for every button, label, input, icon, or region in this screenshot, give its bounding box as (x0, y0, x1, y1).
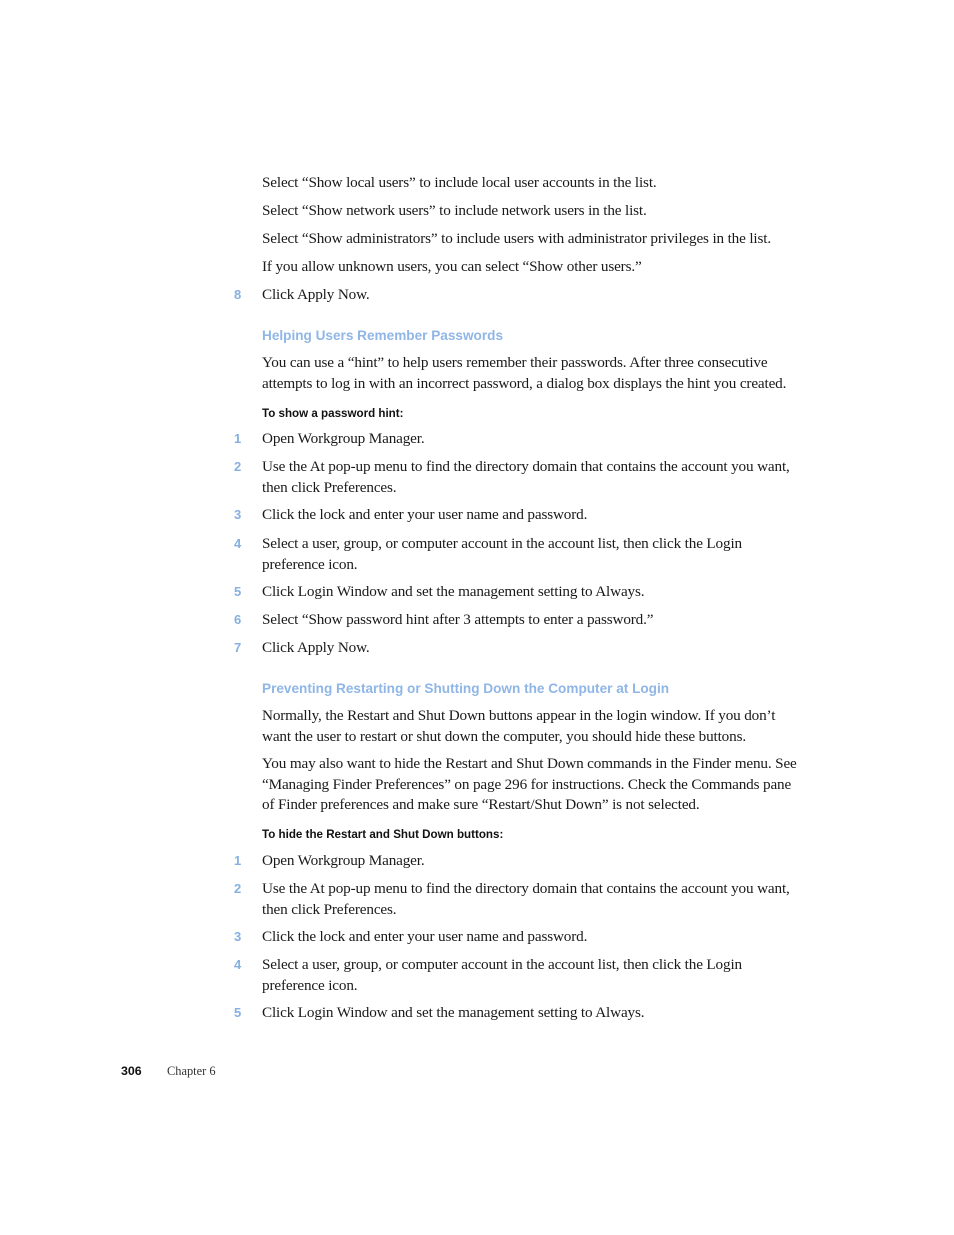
body-paragraph: Select “Show local users” to include local user accounts in the list. (262, 174, 657, 191)
section-heading: Helping Users Remember Passwords (262, 328, 504, 343)
step-number: 3 (234, 929, 242, 944)
step-text: Open Workgroup Manager. (262, 430, 425, 447)
step-text: Click the lock and enter your user name and password. (262, 506, 588, 523)
step-text: Click Apply Now. (262, 286, 370, 303)
step-text: Click the lock and enter your user name and password. (262, 928, 588, 945)
task-title: To show a password hint: (262, 407, 404, 420)
step-text: Click Login Window and set the management setting to Always. (262, 583, 645, 600)
body-paragraph: Select “Show administrators” to include users with administrator privileges in the list. (262, 230, 771, 247)
step-text: Use the At pop-up menu to find the directory domain that contains the account you want, then click Preferences. (262, 880, 790, 918)
section-paragraph: You may also want to hide the Restart and Shut Down commands in the Finder menu. See “Managing Finder Preferences” on page 296 for instructions. Check the Commands pane of Finder preferences and make sure “Restart/Shut Down” is not selected. (262, 755, 797, 813)
step-text: Select “Show password hint after 3 attempts to enter a password.” (262, 611, 654, 628)
step-number: 1 (234, 431, 242, 446)
step-number: 4 (234, 957, 242, 972)
step-number: 2 (234, 881, 242, 896)
step-text: Select a user, group, or computer account in the account list, then click the Login preference icon. (262, 535, 742, 573)
step-number: 3 (234, 507, 242, 522)
step-number: 5 (234, 584, 242, 599)
section-intro: You can use a “hint” to help users remember their passwords. After three consecutive attempts to log in with an incorrect password, a dialog box displays the hint you created. (262, 354, 787, 392)
step-text: Click Apply Now. (262, 639, 370, 656)
step-text: Use the At pop-up menu to find the directory domain that contains the account you want, then click Preferences. (262, 458, 790, 496)
step-number: 6 (234, 612, 242, 627)
body-paragraph: If you allow unknown users, you can select “Show other users.” (262, 258, 642, 275)
section-paragraph: Normally, the Restart and Shut Down buttons appear in the login window. If you don’t want the user to restart or shut down the computer, you should hide these buttons. (262, 707, 776, 745)
step-number: 2 (234, 459, 242, 474)
section-heading: Preventing Restarting or Shutting Down the Computer at Login (262, 681, 670, 696)
step-number: 5 (234, 1005, 242, 1020)
step-text: Select a user, group, or computer account in the account list, then click the Login preference icon. (262, 956, 742, 994)
page-number: 306 (121, 1064, 142, 1078)
step-number: 1 (234, 853, 242, 868)
chapter-label: Chapter 6 (167, 1064, 216, 1078)
step-number: 4 (234, 536, 242, 551)
step-number: 8 (234, 287, 242, 302)
step-text: Click Login Window and set the management setting to Always. (262, 1004, 645, 1021)
step-number: 7 (234, 640, 242, 655)
body-paragraph: Select “Show network users” to include network users in the list. (262, 202, 647, 219)
task-title: To hide the Restart and Shut Down buttons: (262, 828, 504, 841)
step-text: Open Workgroup Manager. (262, 852, 425, 869)
